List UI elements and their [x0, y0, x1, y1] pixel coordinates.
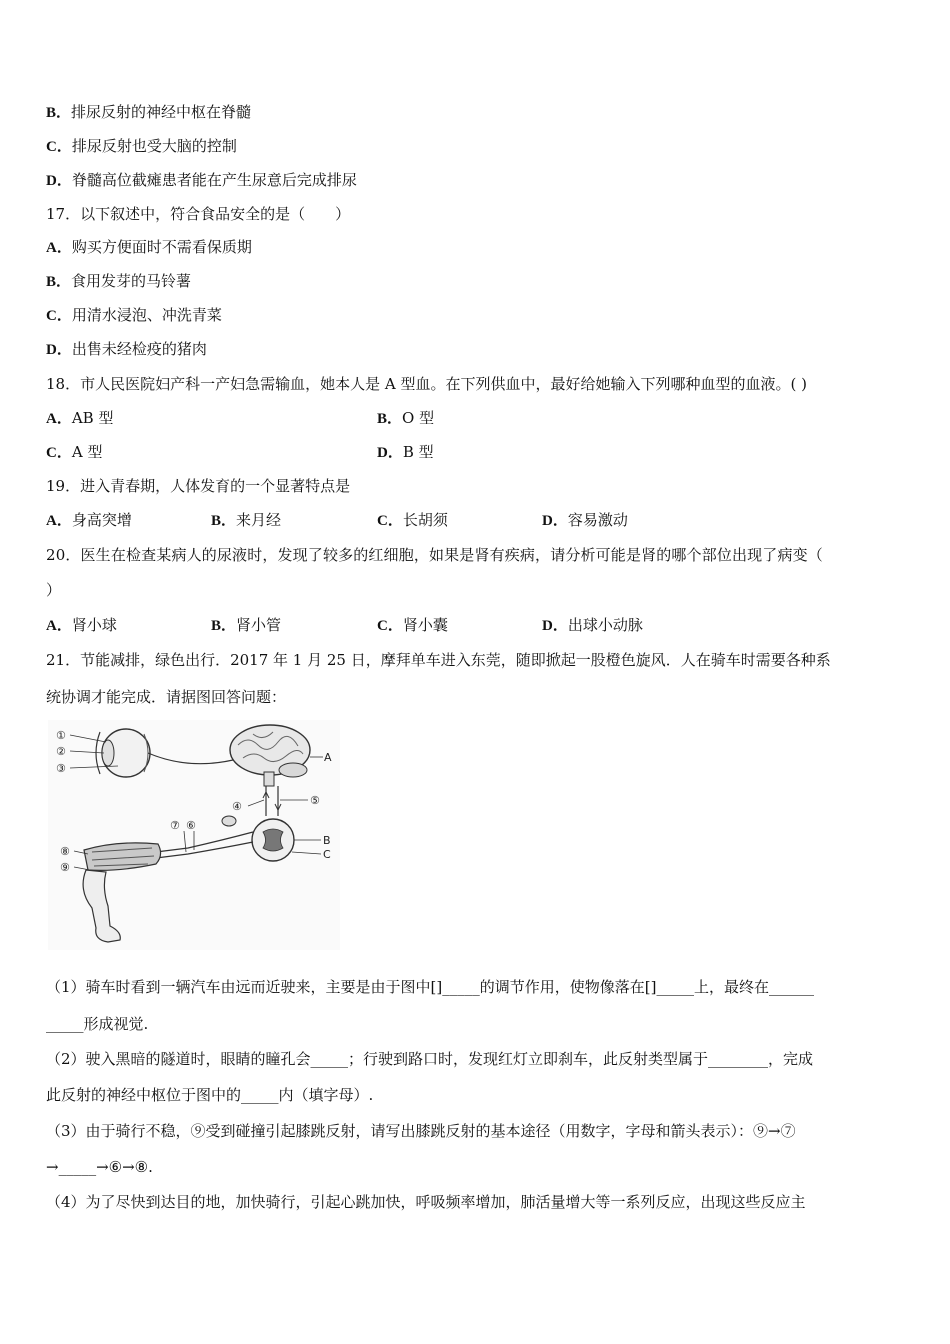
q17-option-b: [46, 271, 191, 292]
q21-stem-line1: 21．节能减排，绿色出行．2017 年 1 月 25 日，摩拜单车进入东莞，随即掀起一股橙色旋风．人在骑车时需要各种系: [46, 651, 831, 669]
q16-option-d: [46, 170, 357, 191]
option-letter: A．: [46, 513, 72, 529]
option-text: 排尿反射也受大脑的控制: [71, 137, 237, 155]
q19-option-c: [377, 510, 448, 531]
option-letter: A．: [46, 240, 72, 256]
label-4: ④: [232, 800, 242, 813]
label-5: ⑤: [310, 794, 320, 807]
option-text: 排尿反射的神经中枢在脊髓: [71, 103, 252, 121]
option-text: 身高突增: [71, 511, 132, 529]
option-letter: C．: [46, 308, 72, 324]
option-letter: D．: [377, 445, 403, 461]
q19-option-b: [211, 510, 281, 531]
option-letter: C．: [46, 139, 72, 155]
q20-option-c: [377, 615, 448, 636]
option-letter: A．: [46, 411, 72, 427]
option-text: 出球小动脉: [567, 616, 643, 634]
q19-stem: 19．进入青春期，人体发育的一个显著特点是: [46, 477, 351, 495]
q21-stem-line2: 统协调才能完成．请据图回答问题：: [46, 688, 287, 706]
q19-option-a: [46, 510, 132, 531]
q20-option-a: [46, 615, 117, 636]
option-letter: B．: [377, 411, 403, 427]
option-text: 来月经: [236, 511, 282, 529]
q21-sub1-line1: （1）骑车时看到一辆汽车由远而近驶来，主要是由于图中[]_____的调节作用，使物像落在[]_____上，最终在______: [46, 978, 814, 996]
q16-option-c: [46, 136, 237, 157]
option-text: B 型: [402, 443, 434, 461]
option-text: AB 型: [71, 409, 114, 427]
q17-option-a: [46, 237, 252, 258]
label-7: ⑦: [170, 819, 180, 832]
q19-option-d: [542, 510, 628, 531]
option-text: 容易激动: [567, 511, 628, 529]
option-letter: B．: [46, 274, 72, 290]
label-1: ①: [56, 729, 66, 742]
q21-sub4-line1: （4）为了尽快到达目的地，加快骑行，引起心跳加快，呼吸频率增加，肺活量增大等一系列反应，出现这些反应主: [46, 1193, 806, 1211]
q20-option-b: [211, 615, 281, 636]
option-text: 购买方便面时不需看保质期: [71, 238, 252, 256]
q21-sub2-line1: （2）驶入黑暗的隧道时，眼睛的瞳孔会_____；行驶到路口时，发现红灯立即刹车，此反射类型属于________，完成: [46, 1050, 814, 1068]
option-letter: D．: [542, 513, 568, 529]
option-letter: C．: [377, 513, 403, 529]
option-letter: C．: [46, 445, 72, 461]
option-text: 肾小球: [71, 616, 117, 634]
option-letter: B．: [211, 618, 237, 634]
option-letter: A．: [46, 618, 72, 634]
option-text: 食用发芽的马铃薯: [71, 272, 192, 290]
q21-sub3-line1: （3）由于骑行不稳，⑨受到碰撞引起膝跳反射，请写出膝跳反射的基本途径（用数字，字母和箭头表示）：⑨→⑦: [46, 1122, 796, 1140]
q18-option-c: [46, 442, 102, 463]
label-B: B: [323, 834, 331, 847]
label-C: C: [323, 848, 331, 861]
reflex-arc-diagram: [48, 720, 340, 950]
option-letter: D．: [46, 173, 72, 189]
option-text: 脊髓高位截瘫患者能在产生尿意后完成排尿: [71, 171, 357, 189]
option-text: O 型: [402, 409, 435, 427]
option-text: 肾小囊: [402, 616, 448, 634]
q21-sub3-line2: →_____→⑥→⑧.: [46, 1158, 153, 1176]
option-text: 长胡须: [402, 511, 448, 529]
option-text: 出售未经检疫的猪肉: [71, 340, 207, 358]
q20-stem-line2: ）: [46, 581, 62, 599]
q17-stem: 17．以下叙述中，符合食品安全的是（ ）: [46, 205, 351, 223]
label-A: A: [324, 751, 332, 764]
q18-option-a: [46, 408, 113, 429]
q21-sub2-line2: 此反射的神经中枢位于图中的_____内（填字母）.: [46, 1086, 374, 1104]
q17-option-d: [46, 339, 207, 360]
option-letter: D．: [542, 618, 568, 634]
label-9: ⑨: [60, 861, 70, 874]
label-6: ⑥: [186, 819, 196, 832]
q18-option-d: [377, 442, 434, 463]
option-letter: B．: [211, 513, 237, 529]
option-letter: B．: [46, 105, 72, 121]
option-text: 肾小管: [236, 616, 282, 634]
q18-stem: 18．市人民医院妇产科一产妇急需输血，她本人是 A 型血。在下列供血中，最好给她输入下列哪种血型的血液。( ): [46, 375, 807, 393]
q17-option-c: [46, 305, 222, 326]
option-text: A 型: [71, 443, 103, 461]
label-8: ⑧: [60, 845, 70, 858]
option-letter: D．: [46, 342, 72, 358]
q20-option-d: [542, 615, 643, 636]
option-text: 用清水浸泡、冲洗青菜: [71, 306, 222, 324]
label-2: ②: [56, 745, 66, 758]
q18-option-b: [377, 408, 434, 429]
q16-option-b: [46, 102, 251, 123]
option-letter: C．: [377, 618, 403, 634]
q21-sub1-line2: _____形成视觉.: [46, 1015, 149, 1033]
reflex-arc-figure: [48, 720, 340, 950]
q20-stem-line1: 20．医生在检查某病人的尿液时，发现了较多的红细胞，如果是肾有疾病，请分析可能是肾的哪个部位出现了病变（: [46, 546, 823, 564]
label-3: ③: [56, 762, 66, 775]
